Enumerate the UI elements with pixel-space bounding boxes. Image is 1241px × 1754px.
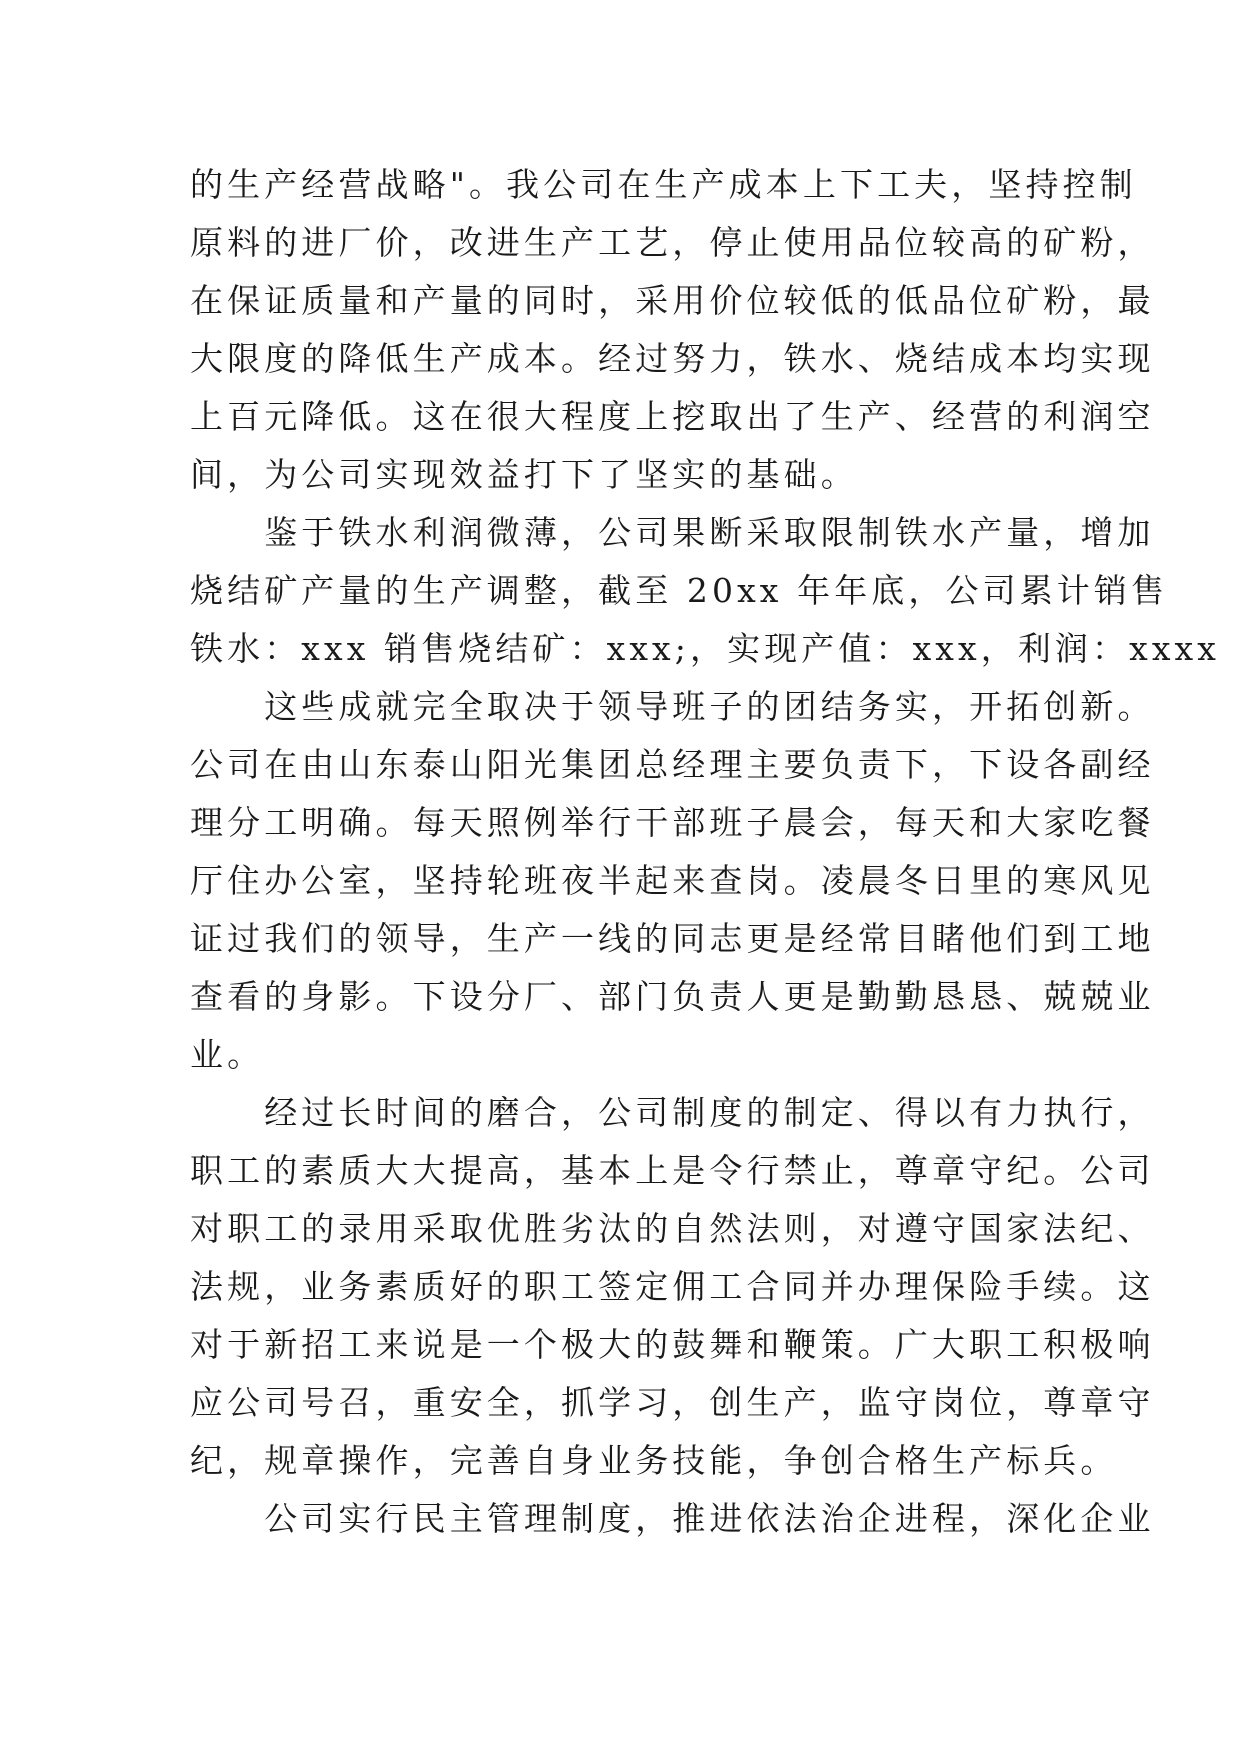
text-line: 职工的素质大大提高，基本上是令行禁止，尊章守纪。公司 bbox=[190, 1151, 1155, 1190]
text-line: 证过我们的领导，生产一线的同志更是经常目睹他们到工地 bbox=[190, 919, 1155, 958]
text-line: 这些成就完全取决于领导班子的团结务实，开拓创新。 bbox=[190, 687, 1155, 726]
text-line: 应公司号召，重安全，抓学习，创生产，监守岗位，尊章守 bbox=[190, 1383, 1155, 1422]
text-line: 烧结矿产量的生产调整，截至 20xx 年年底，公司累计销售 bbox=[190, 571, 1169, 610]
text-line: 法规，业务素质好的职工签定佣工合同并办理保险手续。这 bbox=[190, 1267, 1155, 1306]
text-line: 经过长时间的磨合，公司制度的制定、得以有力执行， bbox=[190, 1093, 1155, 1132]
text-line: 公司实行民主管理制度，推进依法治企进程，深化企业 bbox=[190, 1499, 1155, 1538]
text-line: 的生产经营战略"。我公司在生产成本上下工夫，坚持控制 bbox=[190, 165, 1137, 204]
text-line: 厅住办公室，坚持轮班夜半起来查岗。凌晨冬日里的寒风见 bbox=[190, 861, 1155, 900]
text-line: 在保证质量和产量的同时，采用价位较低的低品位矿粉，最 bbox=[190, 281, 1155, 320]
text-line: 间，为公司实现效益打下了坚实的基础。 bbox=[190, 455, 858, 494]
text-line: 查看的身影。下设分厂、部门负责人更是勤勤恳恳、兢兢业 bbox=[190, 977, 1155, 1016]
text-line: 上百元降低。这在很大程度上挖取出了生产、经营的利润空 bbox=[190, 397, 1155, 436]
text-line: 公司在由山东泰山阳光集团总经理主要负责下，下设各副经 bbox=[190, 745, 1155, 784]
text-line: 理分工明确。每天照例举行干部班子晨会，每天和大家吃餐 bbox=[190, 803, 1155, 842]
text-line: 铁水：xxx 销售烧结矿：xxx;，实现产值：xxx，利润：xxxx bbox=[190, 629, 1220, 668]
text-line: 大限度的降低生产成本。经过努力，铁水、烧结成本均实现 bbox=[190, 339, 1155, 378]
text-line: 对于新招工来说是一个极大的鼓舞和鞭策。广大职工积极响 bbox=[190, 1325, 1155, 1364]
text-line: 纪，规章操作，完善自身业务技能，争创合格生产标兵。 bbox=[190, 1441, 1118, 1480]
text-line: 对职工的录用采取优胜劣汰的自然法则，对遵守国家法纪、 bbox=[190, 1209, 1155, 1248]
text-line: 鉴于铁水利润微薄，公司果断采取限制铁水产量，增加 bbox=[190, 513, 1155, 552]
text-line: 原料的进厂价，改进生产工艺，停止使用品位较高的矿粉， bbox=[190, 223, 1155, 262]
text-line: 业。 bbox=[190, 1035, 265, 1074]
